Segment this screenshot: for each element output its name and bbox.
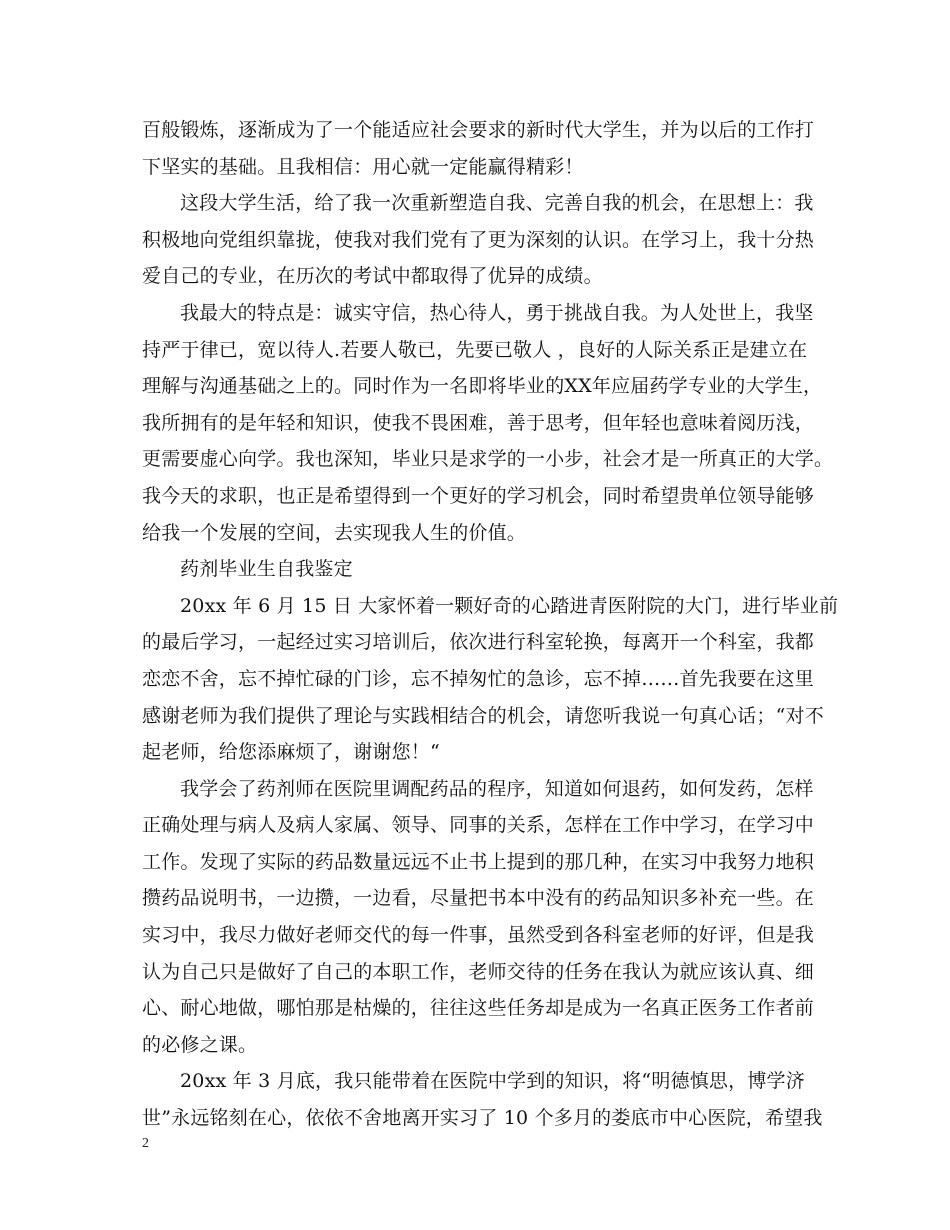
text-line: 恋恋不舍，忘不掉忙碌的门诊，忘不掉匆忙的急诊，忘不掉……首先我要在这里 — [142, 667, 815, 690]
text-line: 世”永远铭刻在心，依依不舍地离开实习了 10 个多月的娄底市中心医院，希望我 — [142, 1107, 823, 1130]
paragraph-start-line: 20xx 年 6 月 15 日 大家怀着一颗好奇的心踏进青医附院的大门，进行毕业前 — [180, 594, 839, 617]
text-line: 攒药品说明书，一边攒，一边看，尽量把书本中没有的药品知识多补充一些。在 — [142, 887, 815, 910]
document-body — [142, 112, 839, 1137]
text-line: 认为自己只是做好了自己的本职工作，老师交待的任务在我认为就应该认真、细 — [142, 960, 815, 983]
text-line: 积极地向党组织靠拢，使我对我们党有了更为深刻的认识。在学习上，我十分热 — [142, 228, 815, 251]
text-line: 理解与沟通基础之上的。同时作为一名即将毕业的XX年应届药学专业的大学生， — [142, 375, 823, 398]
text-line: 实习中，我尽力做好老师交代的每一件事，虽然受到各科室老师的好评，但是我 — [142, 924, 815, 947]
text-line: 百般锻炼，逐渐成为了一个能适应社会要求的新时代大学生，并为以后的工作打 — [142, 119, 815, 141]
text-line: 心、耐心地做，哪怕那是枯燥的，往往这些任务却是成为一名真正医务工作者前 — [142, 997, 815, 1020]
text-line: 给我一个发展的空间，去实现我人生的价值。 — [142, 521, 527, 544]
paragraph-start-line: 这段大学生活，给了我一次重新塑造自我、完善自我的机会，在思想上：我 — [180, 192, 814, 215]
text-line: 起老师，给您添麻烦了，谢谢您！“ — [142, 741, 440, 764]
paragraph-start-line: 20xx 年 3 月底，我只能带着在医院中学到的知识，将“明德慎思，博学济 — [180, 1070, 805, 1093]
text-line: 下坚实的基础。且我相信：用心就一定能赢得精彩！ — [142, 155, 584, 178]
text-line: 我今天的求职，也正是希望得到一个更好的学习机会，同时希望贵单位领导能够 — [142, 484, 815, 507]
text-line: 我所拥有的是年轻和知识，使我不畏困难，善于思考，但年轻也意味着阅历浅， — [142, 411, 815, 434]
text-line: 更需要虚心向学。我也深知，毕业只是求学的一小步，社会才是一所真正的大学。 — [142, 448, 834, 471]
text-line: 工作。发现了实际的药品数量远远不止书上提到的那几种，在实习中我努力地积 — [142, 850, 815, 873]
text-line: 的必修之课。 — [142, 1033, 258, 1056]
text-line: 感谢老师为我们提供了理论与实践相结合的机会，请您听我说一句真心话；“对不 — [142, 704, 824, 727]
text-line: 持严于律已，宽以待人.若要人敬已，先要已敬人 ，良好的人际关系正是建立在 — [142, 338, 808, 361]
paragraph-start-line: 我学会了药剂师在医院里调配药品的程序，知道如何退药，如何发药，怎样 — [180, 777, 814, 800]
paragraph-start-line: 我最大的特点是：诚实守信，热心待人，勇于挑战自我。为人处世上，我坚 — [180, 301, 814, 324]
text-line: 的最后学习，一起经过实习培训后，依次进行科室轮换，每离开一个科室，我都 — [142, 631, 815, 654]
section-heading: 药剂毕业生自我鉴定 — [180, 558, 353, 581]
page-number: 2 — [142, 1136, 149, 1151]
text-line: 爱自己的专业，在历次的考试中都取得了优异的成绩。 — [142, 265, 603, 288]
text-line: 正确处理与病人及病人家属、领导、同事的关系，怎样在工作中学习，在学习中 — [142, 814, 815, 837]
